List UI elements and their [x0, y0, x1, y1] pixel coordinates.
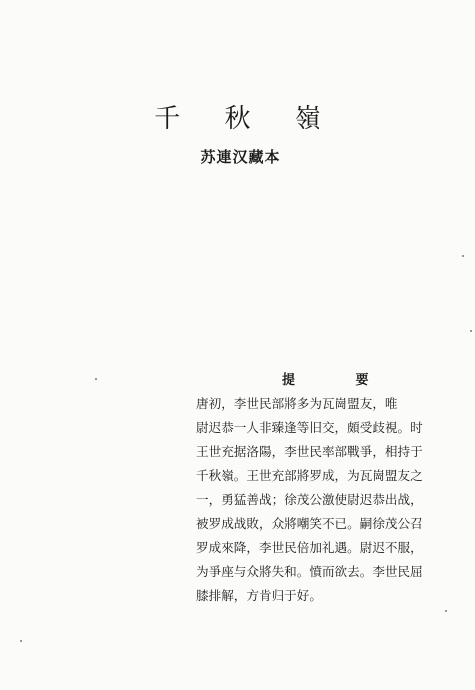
scan-speck: [20, 640, 22, 642]
summary-line: 王世充据洛陽，李世民率部戰爭，相持于: [196, 444, 423, 459]
summary-line: 被罗成战敗，众將嘲笑不已。嗣徐茂公召: [196, 516, 423, 531]
play-title: 千 秋 嶺: [154, 104, 339, 134]
summary-line: 一，勇猛善战；徐茂公激使尉迟恭出战，: [196, 492, 423, 507]
summary-line: 为爭座与众將失和。憤而欲去。李世民屈: [196, 564, 423, 579]
scan-speck: [462, 255, 464, 257]
summary-line: 膝排解，方肯归于好。: [196, 588, 322, 603]
source-note: 苏連汉藏本: [200, 148, 281, 166]
scan-speck: [445, 610, 447, 612]
summary-text: [196, 392, 442, 608]
summary-line: 罗成來降，李世民倍加礼遇。尉迟不服，: [196, 540, 423, 555]
summary-heading: 提 要: [282, 373, 397, 388]
scan-speck: [95, 378, 97, 380]
summary-line: 千秋嶺。王世充部將罗成，为瓦崗盟友之: [196, 468, 423, 483]
summary-line: 唐初，李世民部將多为瓦崗盟友，唯: [196, 396, 398, 411]
summary-line: 尉迟恭一人非臻逢等旧交，頗受歧視。时: [196, 420, 423, 435]
scan-speck: [470, 330, 472, 332]
